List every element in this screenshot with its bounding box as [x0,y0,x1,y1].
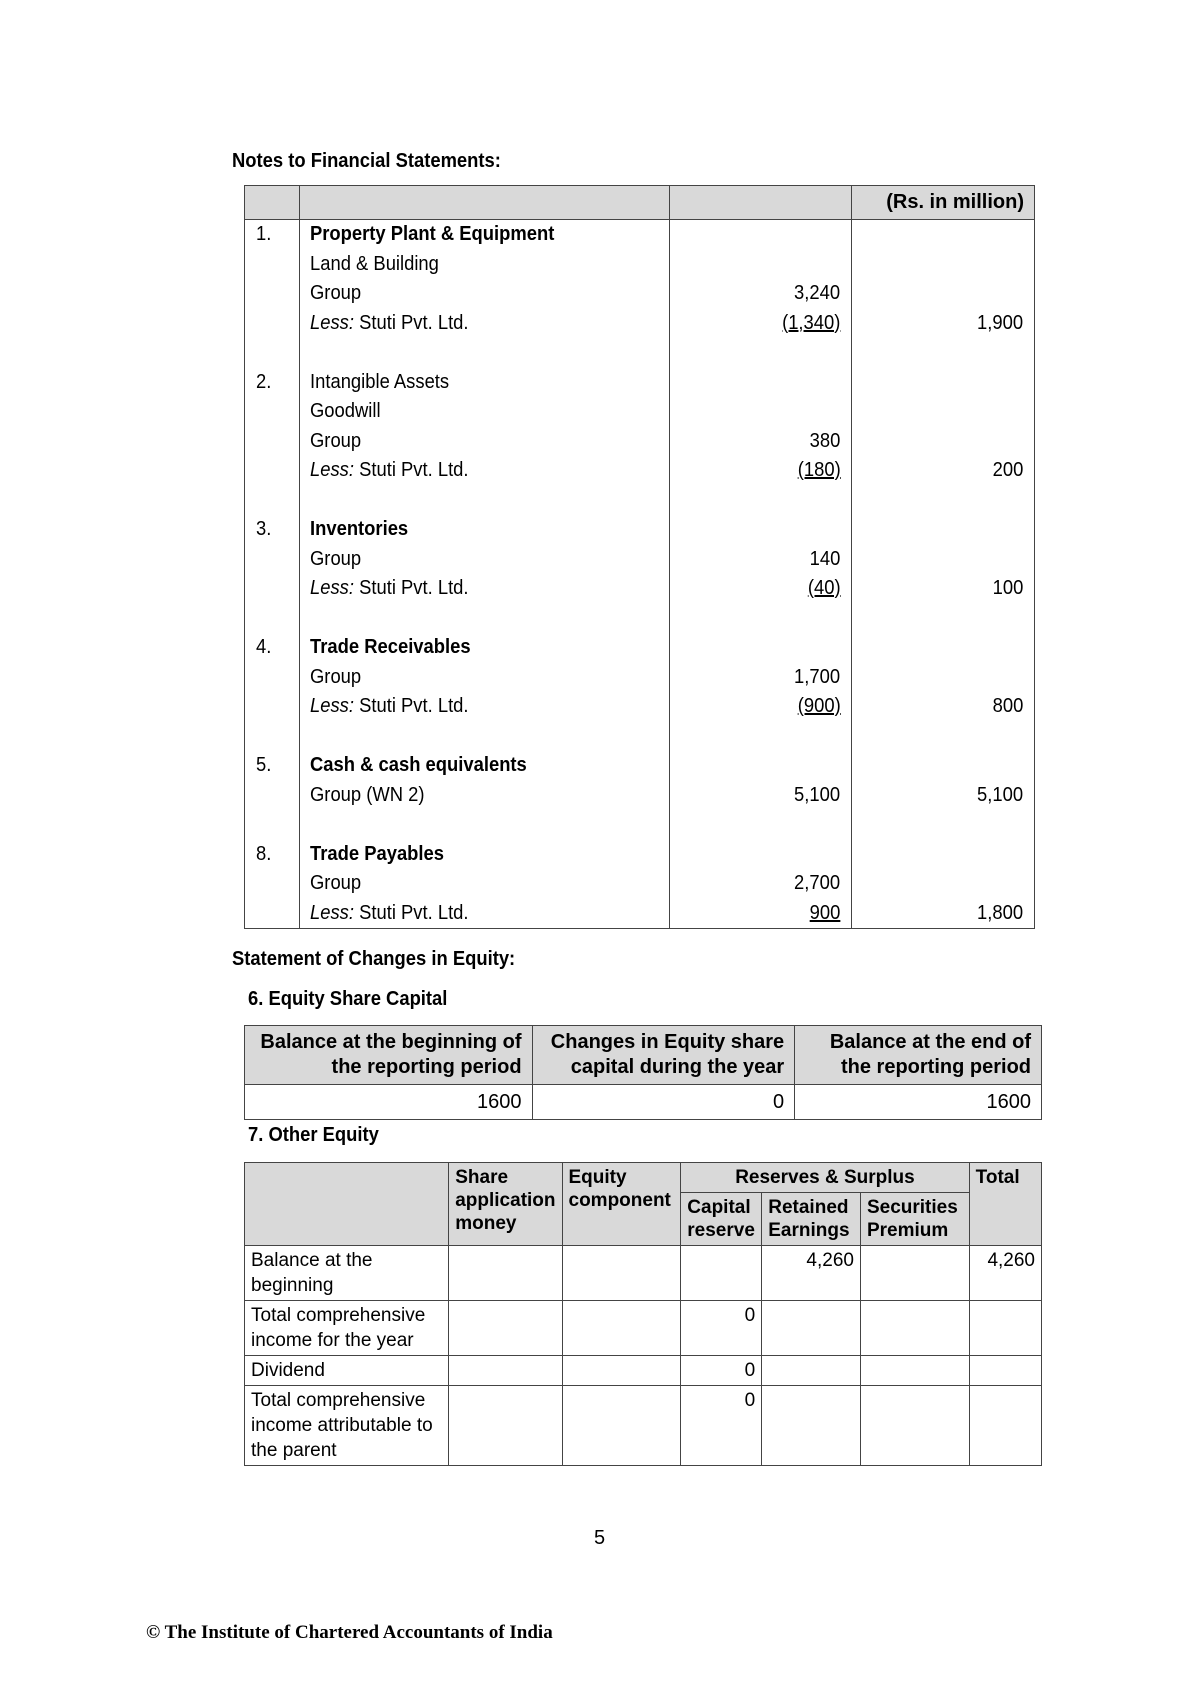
note-title [310,840,444,870]
oe-heading: 7. Other Equity [248,1124,379,1146]
page-number: 5 [594,1527,606,1549]
note-totals-column [852,220,1034,928]
note-number: 3. [256,518,272,540]
oe-cell-label: Total comprehensive income attributable to the parent [245,1386,449,1466]
oe-cell-label: Total comprehensive income for the year [245,1301,449,1356]
line-text: Land & Building [309,252,439,275]
note-number: 1. [256,223,272,245]
note-number: 5. [256,754,272,776]
note-amount: (900) [797,695,841,717]
note-number: 2. [256,370,272,393]
oe-cell-share-app [449,1246,562,1301]
note-number: 8. [256,842,272,865]
oe-cell-label: Balance at the beginning [245,1246,449,1301]
esc-value-changes: 0 [532,1085,795,1120]
line-text: Intangible Assets [309,370,450,393]
line-text: Stuti Pvt. Ltd. [353,901,469,924]
note-line-label [310,368,449,398]
less-prefix: Less: [309,459,354,481]
oe-cell-securities [860,1386,969,1466]
line-text: Trade Payables [309,842,444,865]
line-text: Group [309,547,362,570]
oe-cell-securities [860,1301,969,1356]
note-title [310,220,554,250]
note-line-label [310,692,469,722]
esc-header-beginning: Balance at the beginning of the reporting period [245,1026,533,1085]
note-total: 1,900 [976,311,1023,334]
oe-cell-capital-reserve: 0 [681,1301,762,1356]
oe-cell-capital-reserve: 0 [681,1386,762,1466]
note-amount: 140 [809,547,841,570]
esc-value-beginning: 1600 [245,1085,533,1120]
line-text: Stuti Pvt. Ltd. [353,459,469,481]
note-amount: 2,700 [794,872,841,894]
oe-header-equity-comp: Equity component [562,1163,681,1246]
note-amount: (180) [797,459,841,481]
line-text: Group (WN 2) [309,783,425,806]
oe-cell-equity-comp [562,1246,681,1301]
oe-header-securities: Securities Premium [860,1193,969,1246]
note-line-label [310,279,361,309]
line-text: Stuti Pvt. Ltd. [353,311,469,334]
oe-cell-total [969,1386,1041,1466]
oe-header-retained: Retained Earnings [762,1193,861,1246]
notes-heading: Notes to Financial Statements: [232,150,501,172]
line-text: Stuti Pvt. Ltd. [353,577,469,599]
oe-cell-equity-comp [562,1386,681,1466]
oe-cell-share-app [449,1301,562,1356]
oe-cell-retained: 4,260 [762,1246,861,1301]
note-line-label [310,250,439,280]
note-amount: 900 [809,901,841,924]
esc-heading: 6. Equity Share Capital [248,988,448,1010]
oe-cell-retained [762,1301,861,1356]
note-total: 1,800 [976,901,1023,924]
note-total: 200 [992,459,1023,481]
note-amount: 3,240 [794,282,841,304]
oe-cell-securities [860,1356,969,1386]
line-text: Group [309,282,362,304]
note-line-label [310,869,361,899]
note-numbers-column [245,220,299,928]
line-text: Inventories [309,518,409,540]
line-text: Cash & cash equivalents [309,754,527,776]
note-line-label [310,663,361,693]
table-row [245,1356,1042,1386]
line-text: Group [309,429,362,452]
less-prefix: Less: [309,311,354,334]
oe-cell-capital-reserve [681,1246,762,1301]
note-title [310,633,471,663]
oe-cell-retained [762,1356,861,1386]
note-title [310,751,527,781]
oe-cell-capital-reserve: 0 [681,1356,762,1386]
oe-cell-share-app [449,1356,562,1386]
less-prefix: Less: [309,577,354,599]
oe-header-total: Total [969,1163,1041,1246]
note-line-label [310,456,469,486]
note-line-label [310,781,425,811]
note-line-label [310,545,361,575]
table-row [245,1386,1042,1466]
oe-cell-share-app [449,1386,562,1466]
esc-header-end: Balance at the end of the reporting period [795,1026,1042,1085]
table-row [245,1301,1042,1356]
note-labels-column [300,220,669,928]
oe-cell-equity-comp [562,1301,681,1356]
oe-cell-total [969,1356,1041,1386]
oe-header-share-app: Share application money [449,1163,562,1246]
oe-cell-securities [860,1246,969,1301]
other-equity-table [244,1162,1042,1466]
footer-copyright: © The Institute of Chartered Accountants of India [146,1622,553,1643]
line-text: Property Plant & Equipment [309,223,555,245]
oe-cell-equity-comp [562,1356,681,1386]
note-number: 4. [256,636,272,658]
notes-table [244,185,1035,929]
line-text: Goodwill [309,400,381,422]
esc-header-changes: Changes in Equity share capital during the year [532,1026,795,1085]
esc-value-end: 1600 [795,1085,1042,1120]
note-total: 100 [992,577,1023,599]
note-total: 5,100 [976,783,1023,806]
equity-share-capital-table [244,1025,1042,1120]
note-amount: 1,700 [794,665,841,688]
oe-cell-total [969,1301,1041,1356]
note-line-label [310,574,469,604]
soce-heading: Statement of Changes in Equity: [232,948,516,970]
table-row [245,1246,1042,1301]
line-text: Group [309,872,362,894]
oe-cell-retained [762,1386,861,1466]
oe-cell-label: Dividend [245,1356,449,1386]
oe-header-capital-reserve: Capital reserve [681,1193,762,1246]
note-amounts-column [670,220,852,928]
oe-header-reserves: Reserves & Surplus [681,1163,969,1193]
note-amount: 380 [809,429,841,452]
note-line-label [310,309,469,339]
line-text: Stuti Pvt. Ltd. [353,695,469,717]
note-title [310,515,408,545]
note-line-label [310,899,469,929]
note-line-label [310,427,361,457]
note-amount: 5,100 [794,783,841,806]
unit-label: (Rs. in million) [886,191,1024,213]
less-prefix: Less: [309,695,354,717]
less-prefix: Less: [309,901,354,924]
line-text: Trade Receivables [309,636,471,658]
line-text: Group [309,665,362,688]
note-amount: (1,340) [781,311,841,334]
note-amount: (40) [807,577,841,599]
oe-cell-total: 4,260 [969,1246,1041,1301]
note-total: 800 [992,695,1023,717]
note-line-label [310,397,381,427]
